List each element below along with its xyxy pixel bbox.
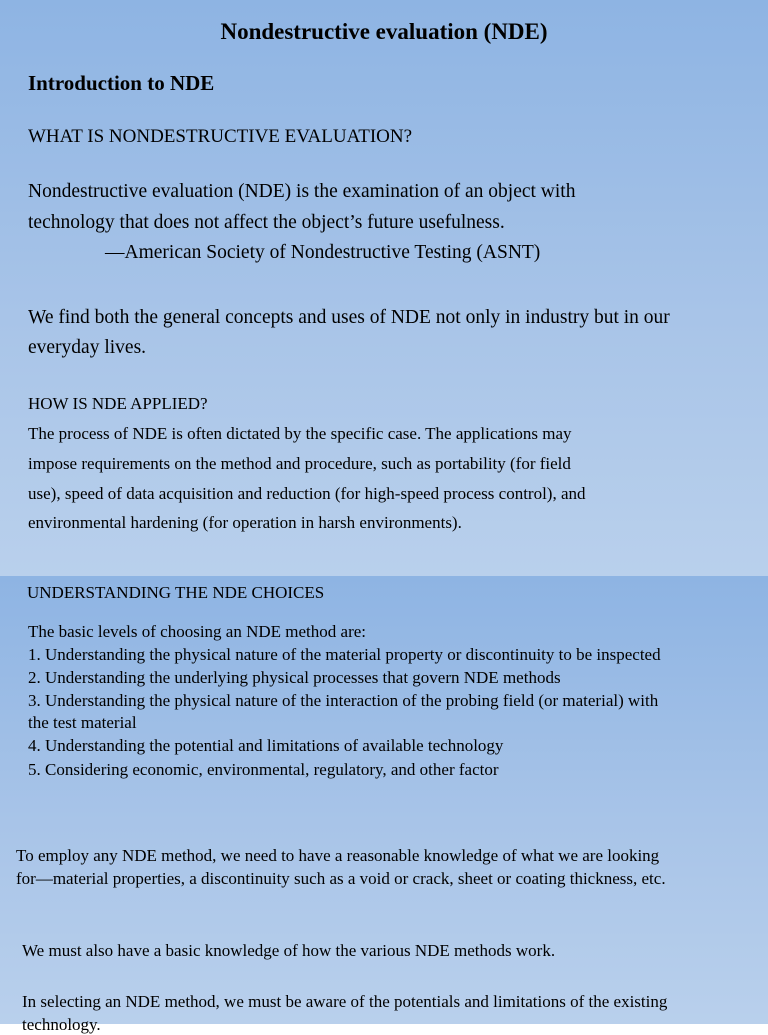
definition-line-2: technology that does not affect the object’s future usefulness.	[28, 212, 505, 233]
definition-line-1: Nondestructive evaluation (NDE) is the examination of an object with	[28, 181, 576, 202]
attribution: —American Society of Nondestructive Testing (ASNT)	[105, 242, 541, 263]
knowledge-text: We must also have a basic knowledge of how the various NDE methods work.	[22, 941, 556, 960]
level-item-2: 2. Understanding the underlying physical processes that govern NDE methods	[28, 668, 561, 687]
concepts-line-1: We find both the general concepts and uses of NDE not only in industry but in our	[28, 307, 670, 328]
levels-intro: The basic levels of choosing an NDE method are:	[28, 622, 367, 641]
level-item-5: 5. Considering economic, environmental, regulatory, and other factor	[28, 760, 499, 779]
level-item-1: 1. Understanding the physical nature of the material property or discontinuity to be inspected	[28, 645, 661, 664]
page-title: Nondestructive evaluation (NDE)	[220, 19, 548, 44]
selecting-line-1: In selecting an NDE method, we must be aware of the potentials and limitations of the existing	[22, 992, 668, 1011]
question-heading: WHAT IS NONDESTRUCTIVE EVALUATION?	[28, 126, 413, 147]
slide-2	[0, 576, 768, 1034]
selecting-line-2: technology.	[22, 1015, 101, 1034]
concepts-line-2: everyday lives.	[28, 337, 147, 358]
how-line-3: use), speed of data acquisition and reduction (for high-speed process control), and	[28, 484, 586, 503]
how-heading: HOW IS NDE APPLIED?	[28, 394, 208, 413]
choices-heading: UNDERSTANDING THE NDE CHOICES	[27, 583, 325, 602]
employ-line-2: for—material properties, a discontinuity such as a void or crack, sheet or coating thickness, etc.	[16, 869, 666, 888]
how-line-4: environmental hardening (for operation in harsh environments).	[28, 513, 462, 532]
employ-line-1: To employ any NDE method, we need to have a reasonable knowledge of what we are looking	[16, 846, 660, 865]
how-line-1: The process of NDE is often dictated by the specific case. The applications may	[28, 424, 572, 443]
level-item-3: 3. Understanding the physical nature of the interaction of the probing field (or material) with	[28, 691, 659, 710]
section-subtitle: Introduction to NDE	[28, 71, 215, 95]
how-line-2: impose requirements on the method and procedure, such as portability (for field	[28, 454, 571, 473]
level-item-4: 4. Understanding the potential and limitations of available technology	[28, 736, 504, 755]
level-item-3-continued: the test material	[28, 713, 137, 732]
